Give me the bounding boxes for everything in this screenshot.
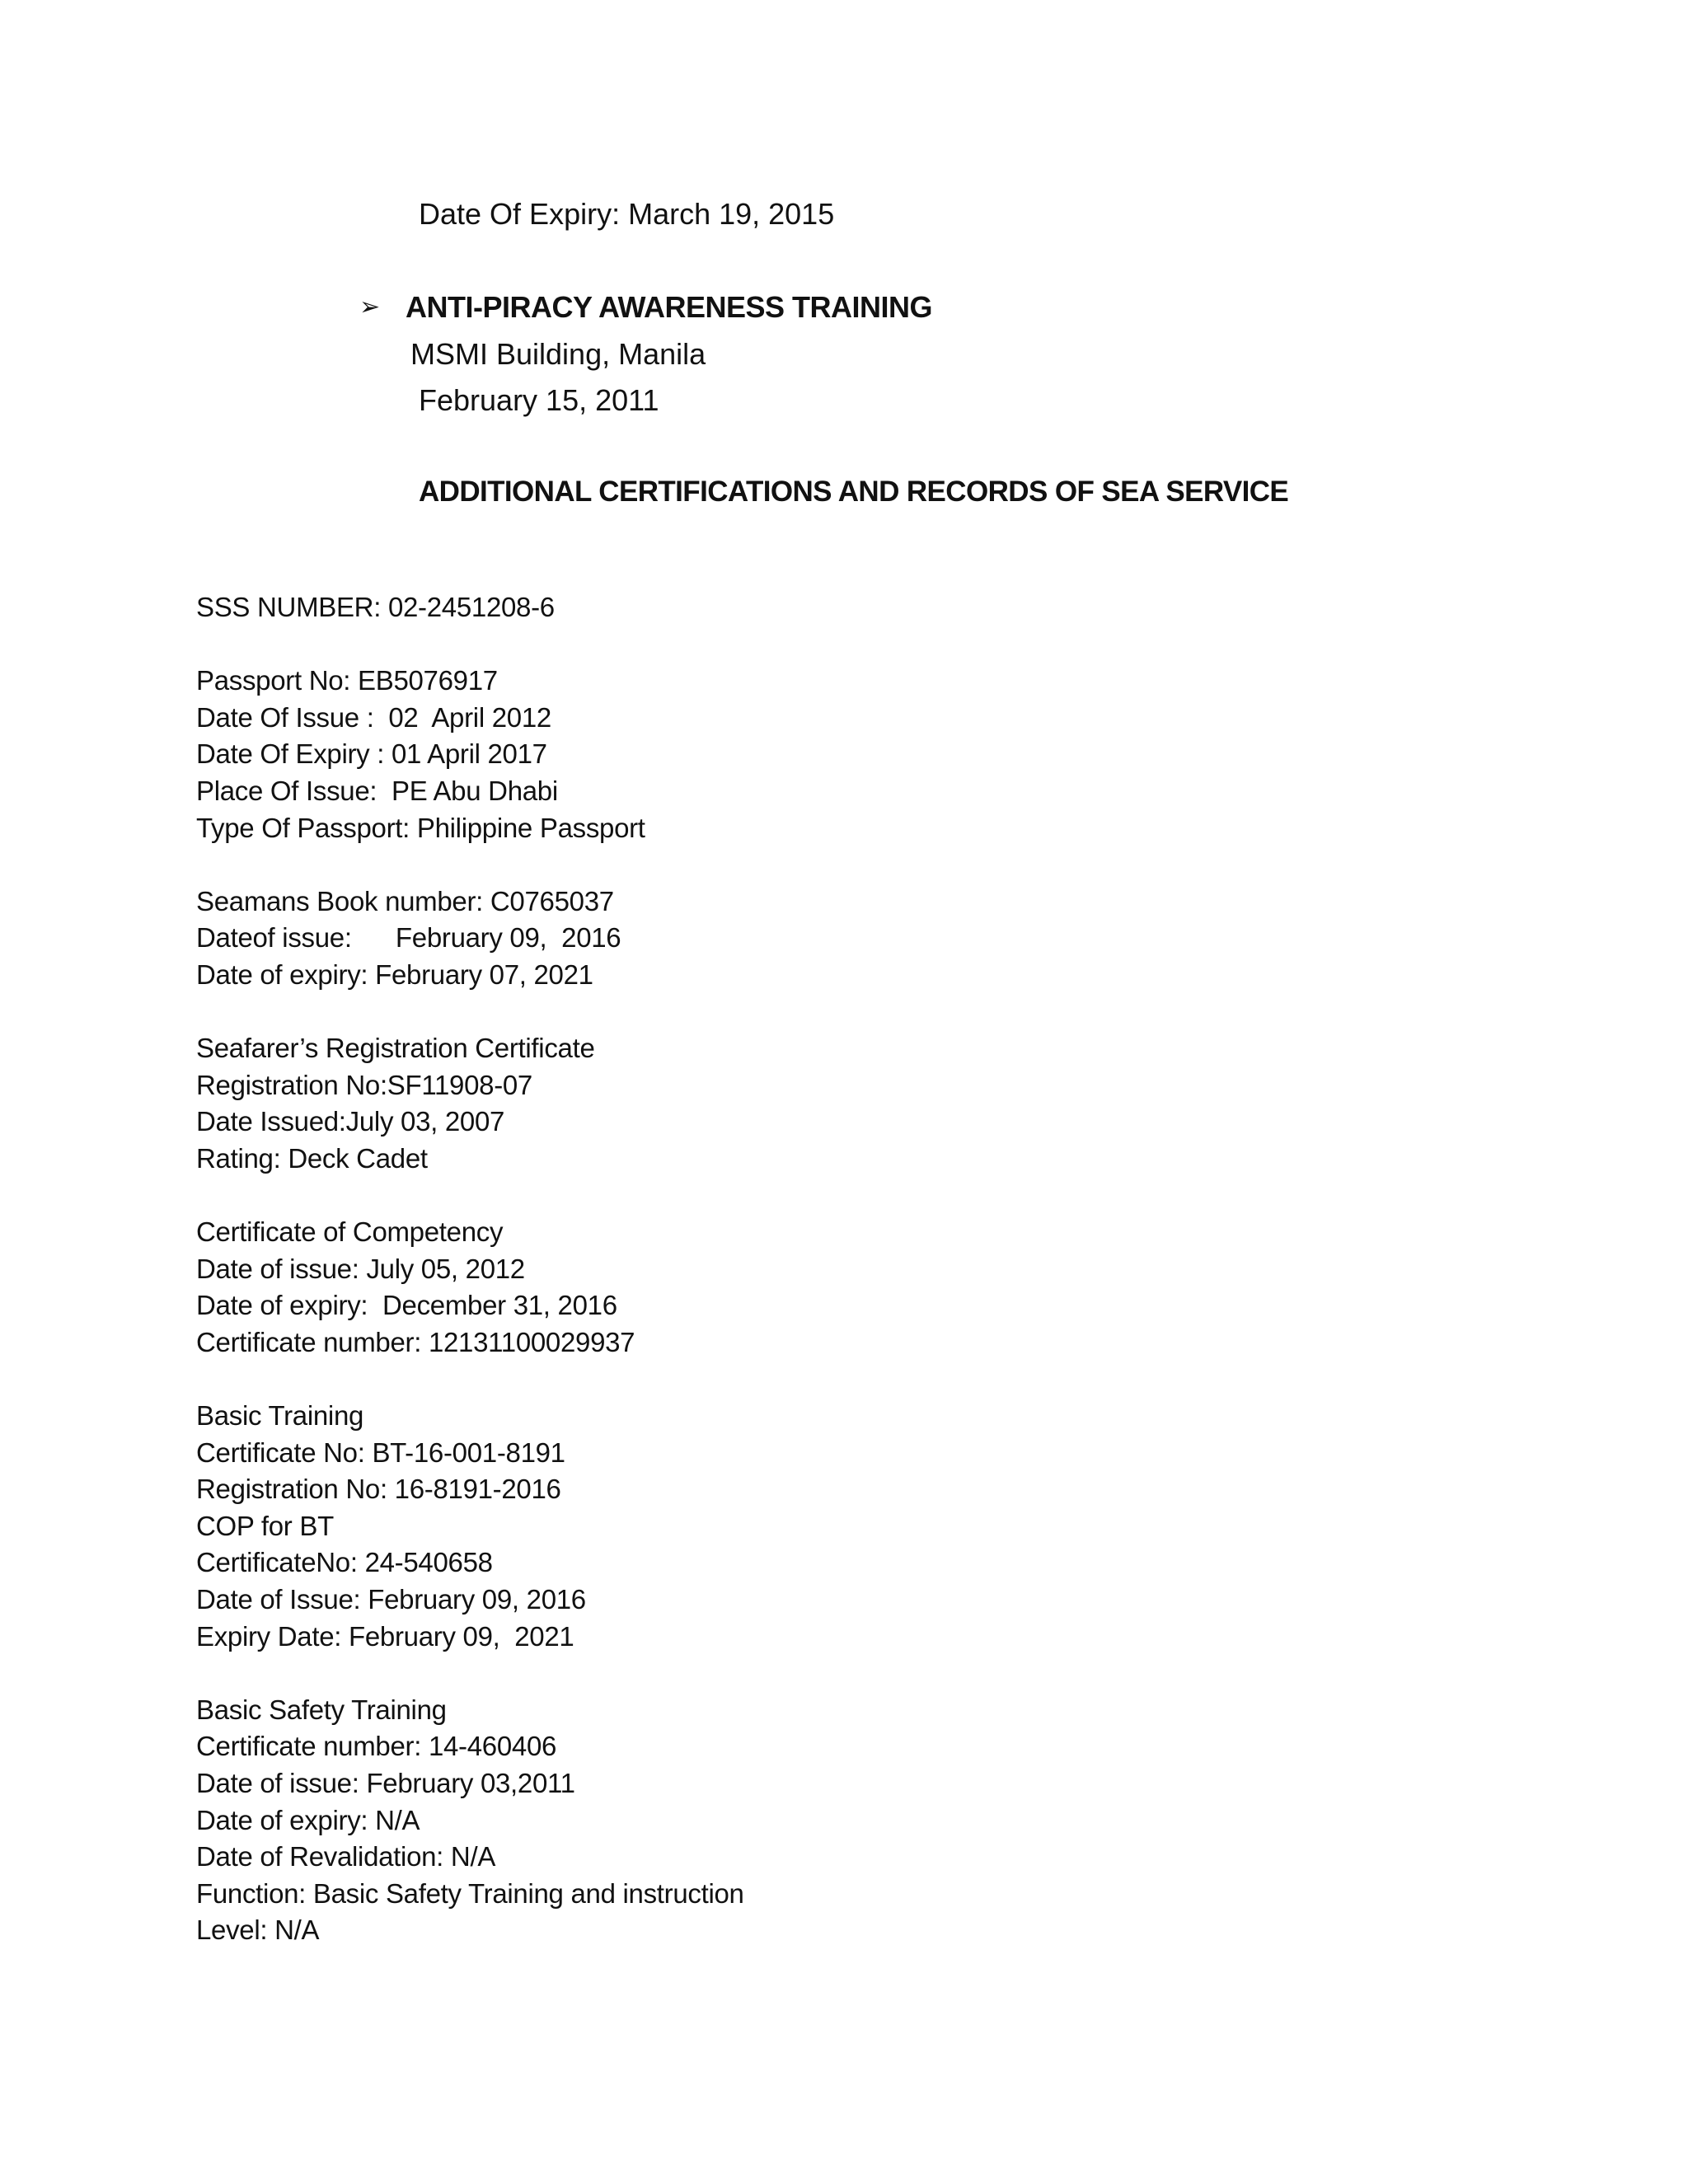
seafarer-registration-group (196, 1030, 744, 1177)
record-line: Type Of Passport: Philippine Passport (196, 812, 645, 843)
record-line: Date of issue: July 05, 2012 (196, 1253, 525, 1284)
record-line: CertificateNo: 24-540658 (196, 1547, 493, 1578)
record-line: Place Of Issue: PE Abu Dhabi (196, 775, 558, 806)
record-line: Date of expiry: December 31, 2016 (196, 1290, 617, 1321)
records-list (196, 589, 744, 1986)
record-line: Passport No: EB5076917 (196, 665, 498, 696)
training-heading-row (359, 287, 932, 328)
record-line: Date Of Expiry : 01 April 2017 (196, 738, 547, 770)
section-title: ADDITIONAL CERTIFICATIONS AND RECORDS OF SEA SERVICE (419, 476, 1289, 508)
record-line: COP for BT (196, 1510, 334, 1541)
record-line: Dateof issue: February 09, 2016 (196, 922, 621, 954)
record-line: Date of expiry: N/A (196, 1804, 420, 1835)
training-title: ANTI-PIRACY AWARENESS TRAINING (406, 290, 933, 324)
record-line: Date Of Issue : 02 April 2012 (196, 701, 551, 733)
record-line: Registration No:SF11908-07 (196, 1069, 532, 1100)
basic-safety-training-group (196, 1692, 744, 1949)
record-line: Date of expiry: February 07, 2021 (196, 958, 593, 990)
record-line: Certificate number: 12131100029937 (196, 1326, 635, 1357)
record-line: Basic Training (196, 1400, 364, 1432)
arrowhead-bullet-icon: ➢ (359, 293, 381, 321)
record-line: Certificate No: BT-16-001-8191 (196, 1436, 565, 1468)
previous-entry-expiry-line: Date Of Expiry: March 19, 2015 (419, 197, 835, 231)
basic-training-group (196, 1398, 744, 1655)
record-line: Rating: Deck Cadet (196, 1142, 428, 1174)
record-line: SSS NUMBER: 02-2451208-6 (196, 592, 555, 622)
record-line: Basic Safety Training (196, 1694, 447, 1725)
record-line: Date of issue: February 03,2011 (196, 1768, 575, 1798)
record-line: Date of Revalidation: N/A (196, 1841, 496, 1872)
record-line: Function: Basic Safety Training and instruction (196, 1877, 744, 1909)
record-line: Certificate number: 14-460406 (196, 1731, 557, 1762)
sss-group (196, 589, 744, 626)
record-line: Date of Issue: February 09, 2016 (196, 1584, 586, 1615)
anti-piracy-training-entry (359, 287, 932, 424)
record-line: Seafarer’s Registration Certificate (196, 1033, 595, 1064)
record-line: Level: N/A (196, 1915, 320, 1946)
passport-group (196, 663, 744, 846)
record-line: Registration No: 16-8191-2016 (196, 1474, 561, 1505)
record-line: Certificate of Competency (196, 1216, 504, 1248)
seamans-book-group (196, 883, 744, 994)
training-location: MSMI Building, Manila (410, 337, 706, 371)
record-line: Expiry Date: February 09, 2021 (196, 1620, 574, 1652)
record-line: Seamans Book number: C0765037 (196, 885, 614, 916)
record-line: Date Issued:July 03, 2007 (196, 1106, 505, 1137)
training-date: February 15, 2011 (419, 383, 659, 417)
certificate-of-competency-group (196, 1214, 744, 1361)
